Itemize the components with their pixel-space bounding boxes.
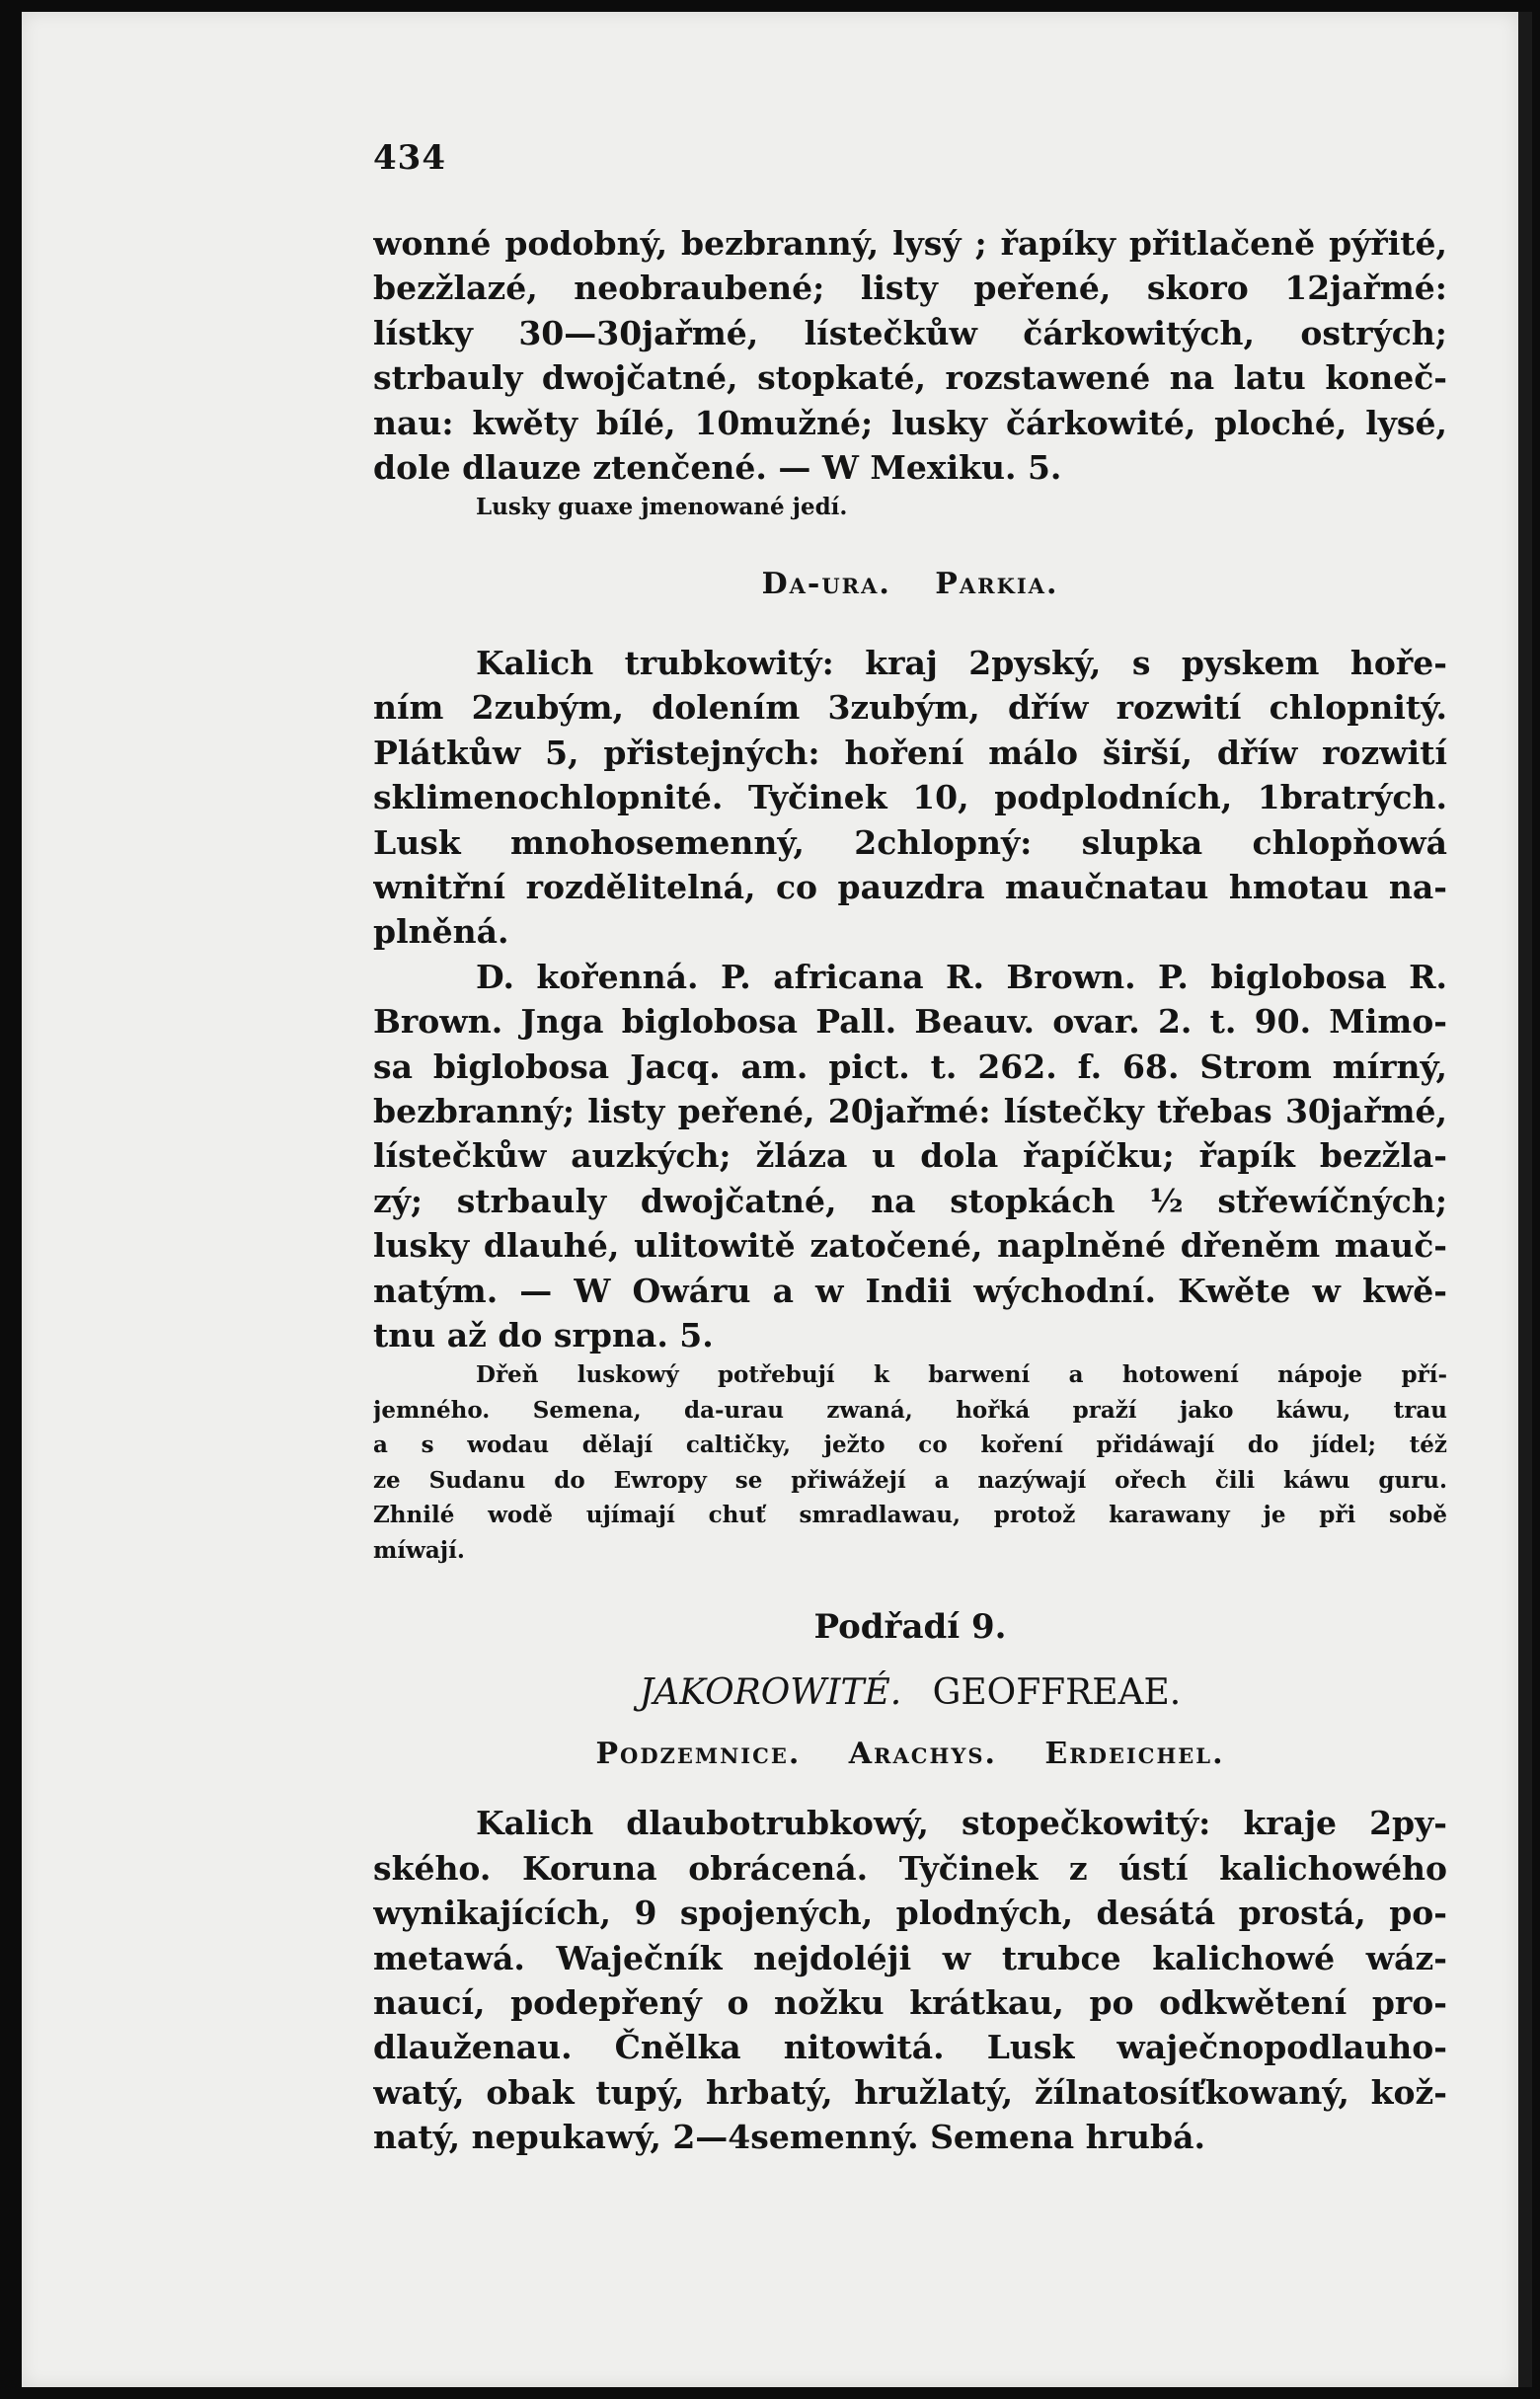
genus-name-czech: Podzemnice. (595, 1737, 802, 1772)
note-small-print (373, 1357, 1447, 1568)
page-edge (1518, 12, 1532, 2387)
paragraph-species-entry (373, 955, 1447, 1358)
page-text (373, 138, 1447, 2160)
text-line: D. kořenná. P. africana R. Brown. P. biglobosa R. (476, 957, 1447, 996)
note-line: míwají. (373, 1536, 465, 1564)
text-line: naucí, podepřený o nožku krátkau, po odkwětení pro- (373, 1983, 1447, 2023)
note-line: Dřeň luskowý potřebují k barwení a hotowení nápoje pří- (476, 1361, 1447, 1389)
text-line: natý, nepukawý, 2—4semenný. Semena hrubá. (373, 2118, 1205, 2157)
note-line: jemného. Semena, da-urau zwaná, hořká praží jako káwu, trau (373, 1396, 1447, 1424)
text-line: lístečkůw auzkých; žláza u dola řapíčku; řapík bezžla- (373, 1136, 1447, 1176)
text-line: dole dlauze ztenčené. — W Mexiku. 5. (373, 448, 1062, 488)
text-line: ním 2zubým, dolením 3zubým, dříw rozwití chlopnitý. (373, 688, 1447, 728)
genus-heading (373, 1737, 1447, 1771)
note-line: Lusky guaxe jmenowané jedí. (476, 494, 848, 521)
note-small-print (373, 490, 1447, 525)
text-line: natým. — W Owáru a w Indii wýchodní. Kwěte w kwě- (373, 1271, 1447, 1310)
genus-heading (373, 567, 1447, 601)
paragraph-species-description (373, 221, 1447, 490)
text-line: Kalich dlaubotrubkowý, stopečkowitý: kraje 2py- (476, 1804, 1447, 1843)
genus-name-latin: Arachys. (848, 1737, 997, 1772)
text-line: Lusk mnohosemenný, 2chlopný: slupka chlopňowá (373, 822, 1447, 862)
text-line: nau: kwěty bílé, 10mužné; lusky čárkowité, ploché, lysé, (373, 403, 1447, 442)
paragraph-genus-description (373, 641, 1447, 955)
paragraph-genus-description (373, 1801, 1447, 2159)
tribe-name-latin: GEOFFREAE. (932, 1672, 1182, 1714)
text-line: lusky dlauhé, ulitowitě zatočené, naplněné dřeněm mauč- (373, 1226, 1447, 1266)
text-line: bezbranný; listy peřené, 20jařmé: lístečky třebas 30jařmé, (373, 1092, 1447, 1130)
genus-name-czech: Da-ura. (761, 566, 891, 601)
text-line: strbauly dwojčatné, stopkaté, rozstawené na latu koneč- (373, 358, 1447, 398)
text-line: Plátkůw 5, přistejných: hoření málo širší, dříw rozwití (373, 733, 1447, 772)
text-line: metawá. Waječník nejdoléji w trubce kalichowé wáz- (373, 1938, 1447, 1977)
text-line: plněná. (373, 912, 509, 952)
text-line: sklimenochlopnité. Tyčinek 10, podplodních, 1bratrých. (373, 778, 1447, 817)
tribe-name-czech: JAKOROWITÉ. (639, 1672, 902, 1714)
text-line: Kalich trubkowitý: kraj 2pyský, s pyskem hoře- (476, 643, 1447, 682)
text-line: Brown. Jnga biglobosa Pall. Beauv. ovar. 2. t. 90. Mimo- (373, 1002, 1447, 1042)
text-line: wynikajících, 9 spojených, plodných, desátá prostá, po- (373, 1894, 1447, 1933)
text-line: wnitřní rozdělitelná, co pauzdra maučnatau hmotau na- (373, 867, 1447, 906)
genus-name-german: Erdeichel. (1044, 1737, 1225, 1772)
text-line: sa biglobosa Jacq. am. pict. t. 262. f. 68. Strom mírný, (373, 1046, 1447, 1086)
suborder-heading: Podřadí 9. (813, 1607, 1007, 1648)
note-line: Zhnilé wodě ujímají chuť smradlawau, protož karawany je při sobě (373, 1502, 1447, 1529)
text-line: zý; strbauly dwojčatné, na stopkách ½ střewíčných; (373, 1181, 1447, 1220)
note-line: a s wodau dělají caltičky, ježto co koření přidáwají do jídel; též (373, 1432, 1447, 1459)
text-line: lístky 30—30jařmé, lístečkůw čárkowitých, ostrých; (373, 313, 1447, 352)
page-number: 434 (373, 138, 446, 178)
text-line: bezžlazé, neobraubené; listy peřené, skoro 12jařmé: (373, 269, 1447, 308)
text-line: dlauženau. Čnělka nitowitá. Lusk waječnopodlauho- (373, 2028, 1447, 2067)
genus-name-latin: Parkia. (935, 566, 1059, 601)
note-line: ze Sudanu do Ewropy se přiwážejí a nazýwají ořech čili káwu guru. (373, 1466, 1447, 1494)
text-line: ského. Koruna obrácená. Tyčinek z ústí kalichowého (373, 1848, 1447, 1888)
text-line: watý, obak tupý, hrbatý, hružlatý, žílnatosíťkowaný, kož- (373, 2072, 1447, 2112)
text-line: wonné podobný, bezbranný, lysý ; řapíky přitlačeně pýřité, (373, 224, 1447, 263)
tribe-title (373, 1672, 1447, 1713)
text-line: tnu až do srpna. 5. (373, 1316, 714, 1355)
